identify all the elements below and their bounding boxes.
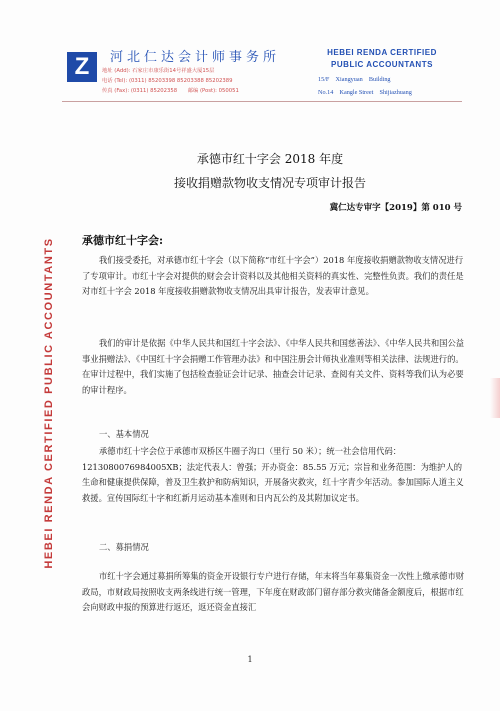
section-heading-fundraising: 二、募捐情况 [99,542,149,552]
firm-name-en-line-2: PUBLIC ACCOUNTANTS [331,60,433,69]
document-number: 冀仁达专审字【2019】第 010 号 [329,203,462,213]
addressee: 承德市红十字会: [82,234,164,247]
firm-fax-cn: 传真 (Fax): (0311) 85202358 邮编 (Post): 050051 [102,88,239,94]
paragraph-fundraising: 市红十字会通过募捐所筹集的资金开设银行专户进行存储，年末将当年募集资金一次性上缴承德市财政局，市财政局按照收支两条线进行统一管理，下年度在财政部门留存部分救灾储备金额度后，根据市红会向财政申报的预算进行返还，返还资金直接汇 [82,571,465,612]
page-number: 1 [247,655,253,664]
firm-name-cn: 河北仁达会计师事务所 [110,50,281,65]
report-title-line-1: 承德市红十字会 2018 年度 [196,152,344,166]
firm-logo [67,52,97,82]
firm-address-en-line-2: No.14 Kangle Street Shijiazhuang [318,89,412,96]
side-banner-text: HEBEI RENDA CERTIFIED PUBLIC ACCOUNTANTS [43,236,55,569]
letterhead-divider [62,101,462,102]
section-heading-basic-info: 一、基本情况 [99,429,149,439]
firm-logo-letter: Z [74,53,90,80]
firm-name-en-line-1: HEBEI RENDA CERTIFIED [327,48,437,57]
side-banner [40,130,58,675]
paragraph-basic-info: 承德市红十字会位于承德市双桥区牛圈子沟口（里行 50 米）；统一社会信用代码：12130800769840​05XB；法定代表人：曾强；开办资金：85.55 万元；宗旨和业务范围：为维护人的生命和健康提供保障，普及卫生救护和防病知识，开展备灾救灾，红十字青少年活动。参加国际人道主义救援。宣传国际红十字和红新月运动基本准则和日内瓦公约及其附加议定书。 [82,446,464,503]
report-title-line-2: 接收捐赠款物收支情况专项审计报告 [173,176,366,190]
firm-address-cn: 地址 (Add): 石家庄市康乐街14号祥盛大厦15层 [102,68,215,74]
paragraph-engagement: 我们接受委托，对承德市红十字会（以下简称“市红十字会”）2018 年度接收捐赠款物收支情况进行了专项审计。市红十字会对提供的财会会计资料以及其他相关资料的真实性、完整性负责。我们的责任是对市红十字会 2018 年度接收捐赠款物收支情况出具审计报告，发表审计意见。 [82,255,464,296]
firm-address-en-line-1: 15/F Xiangyuan Building [318,76,391,83]
firm-phone-cn: 电话 (Tel): (0311) 85203398 85203388 85202389 [102,78,233,84]
edge-stamp-bleed [490,378,500,418]
paragraph-basis: 我们的审计是依据《中华人民共和国红十字会法》、《中华人民共和国慈善法》、《中华人民共和国公益事业捐赠法》、《中国红十字会捐赠工作管理办法》和中国注册会计师执业准则等相关法律、法规进行的。在审计过程中，我们实施了包括检查验证会计记录、抽查会计记录、查阅有关文件、资料等我们认为必要的审计程序。 [82,338,465,395]
